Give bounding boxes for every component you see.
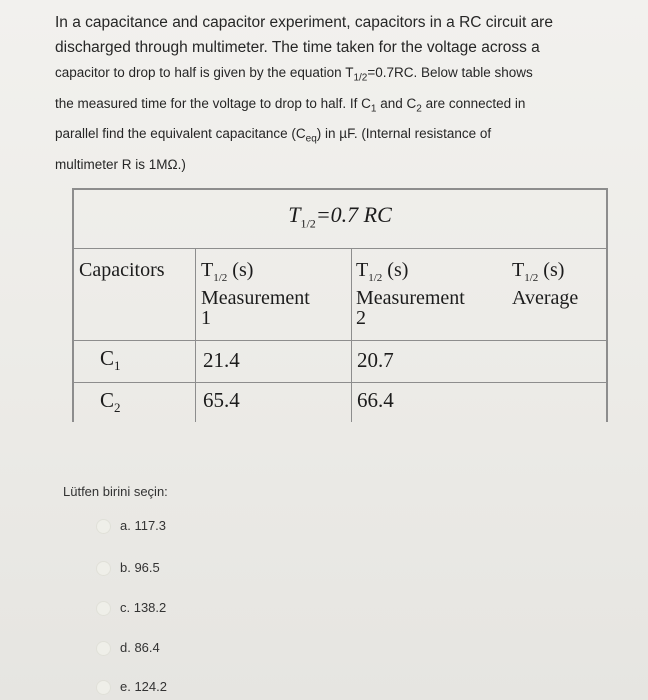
- question-line: the measured time for the voltage to drop to half. If $C_1$ and $C_2$ are connected in: [55, 95, 526, 115]
- option-label: d. 86.4: [120, 640, 160, 655]
- question-line: multimeter R is 1MΩ.): [55, 157, 186, 173]
- header-measurement-2: $T_{1/2}$ (s) Measurement 2: [356, 259, 465, 329]
- row-1-capacitor: $C_1$: [100, 346, 121, 374]
- table-divider-formula: [72, 248, 608, 249]
- select-prompt: Lütfen birini seçin:: [63, 484, 168, 499]
- row-2-measurement-1: 65.4: [203, 388, 240, 412]
- row-1-measurement-2: 20.7: [357, 348, 394, 372]
- header-average: $T_{1/2}$ (s) Average: [512, 259, 579, 309]
- row-2-measurement-2: 66.4: [357, 388, 394, 412]
- question-line: discharged through multimeter. The time taken for the voltage across a: [55, 39, 540, 56]
- formula: $T_{1/2}=0.7$ RC: [288, 202, 392, 231]
- table-col-divider-1: [195, 248, 196, 422]
- radio-button[interactable]: [96, 680, 111, 695]
- radio-button[interactable]: [96, 641, 111, 656]
- row-2-capacitor: $C_2$: [100, 388, 121, 416]
- option-label: a. 117.3: [120, 518, 167, 533]
- row-1-measurement-1: 21.4: [203, 348, 240, 372]
- question-line: parallel find the equivalent capacitance $(C_{eq})$ in µF. (Internal resistance of: [55, 126, 492, 146]
- data-table-image: [72, 188, 608, 422]
- table-divider-row: [72, 382, 608, 383]
- question-text: [55, 10, 625, 177]
- radio-button[interactable]: [96, 561, 111, 576]
- table-col-divider-2: [351, 248, 352, 422]
- question-line: capacitor to drop to half is given by the equation $T_{1/2}=0.7RC$. Below table shows: [55, 65, 533, 84]
- radio-button[interactable]: [96, 601, 111, 616]
- option-label: c. 138.2: [120, 600, 167, 615]
- radio-button[interactable]: [96, 519, 111, 534]
- option-label: b. 96.5: [120, 560, 160, 575]
- header-measurement-1: $T_{1/2}$ (s) Measurement 1: [201, 259, 310, 329]
- header-capacitors: Capacitors: [79, 259, 165, 281]
- option-label: e. 124.2: [120, 679, 167, 694]
- table-divider-header: [72, 340, 608, 341]
- table-border-top: [72, 188, 608, 190]
- question-line: In a capacitance and capacitor experiment, capacitors in a RC circuit are: [55, 14, 553, 31]
